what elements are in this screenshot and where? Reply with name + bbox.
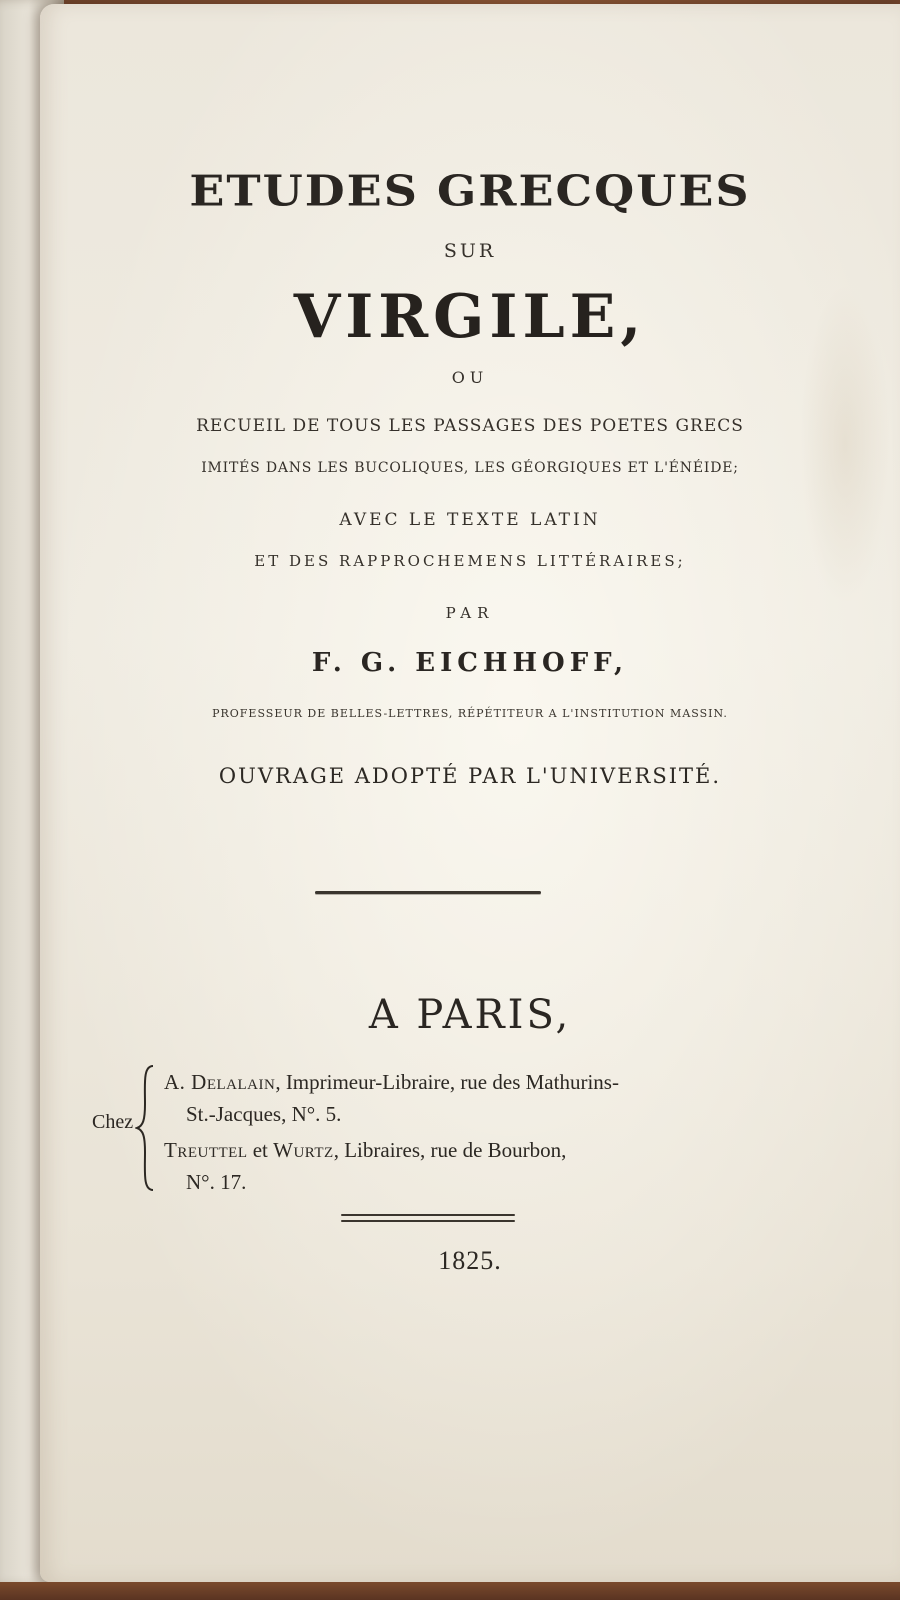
publication-year: 1825. — [438, 1246, 502, 1275]
double-rule-bottom — [341, 1220, 515, 1222]
table-surface — [0, 1582, 900, 1600]
author-credentials: PROFESSEUR DE BELLES-LETTRES, RÉPÉTITEUR A L'INSTITUTION MASSIN. — [212, 707, 728, 720]
publisher-2-details: , Libraires, rue de Bourbon, — [333, 1138, 567, 1162]
adoption-note: OUVRAGE ADOPTÉ PAR L'UNIVERSITÉ. — [218, 764, 722, 788]
imprint-chez: Chez — [92, 1111, 134, 1133]
publisher-2-name: Treuttel — [164, 1138, 248, 1162]
ornamental-rule — [315, 891, 541, 894]
publisher-2-name2: Wurtz — [273, 1138, 334, 1162]
double-rule-top — [341, 1214, 515, 1216]
publisher-1-details: , Imprimeur-Libraire, rue des Mathurins- — [275, 1070, 619, 1094]
subtitle-line-4: ET DES RAPPROCHEMENS LITTÉRAIRES; — [254, 552, 686, 570]
title-or: OU — [451, 368, 489, 387]
author-by: PAR — [445, 604, 495, 622]
author-name: F. G. EICHHOFF, — [311, 648, 629, 678]
title-page — [40, 4, 900, 1582]
title-main: ETUDES GRECQUES — [189, 166, 751, 216]
curly-brace-icon — [135, 1064, 155, 1192]
publisher-1-name: A. Delalain — [164, 1070, 276, 1094]
publisher-2-address: N°. 17. — [186, 1170, 247, 1194]
imprint-city: A PARIS, — [368, 992, 572, 1038]
subtitle-line-1: RECUEIL DE TOUS LES PASSAGES DES POETES GRECS — [196, 416, 744, 436]
title-subject: VIRGILE, — [293, 282, 647, 352]
publisher-2 — [164, 1138, 566, 1163]
subtitle-line-3: AVEC LE TEXTE LATIN — [339, 510, 601, 530]
title-connector: SUR — [443, 240, 497, 262]
publisher-1 — [164, 1070, 619, 1095]
subtitle-line-2: IMITÉS DANS LES BUCOLIQUES, LES GÉORGIQUES ET L'ÉNÉIDE; — [201, 460, 739, 476]
publisher-2-and: et — [247, 1138, 274, 1162]
publisher-1-address: St.-Jacques, N°. 5. — [186, 1102, 342, 1126]
